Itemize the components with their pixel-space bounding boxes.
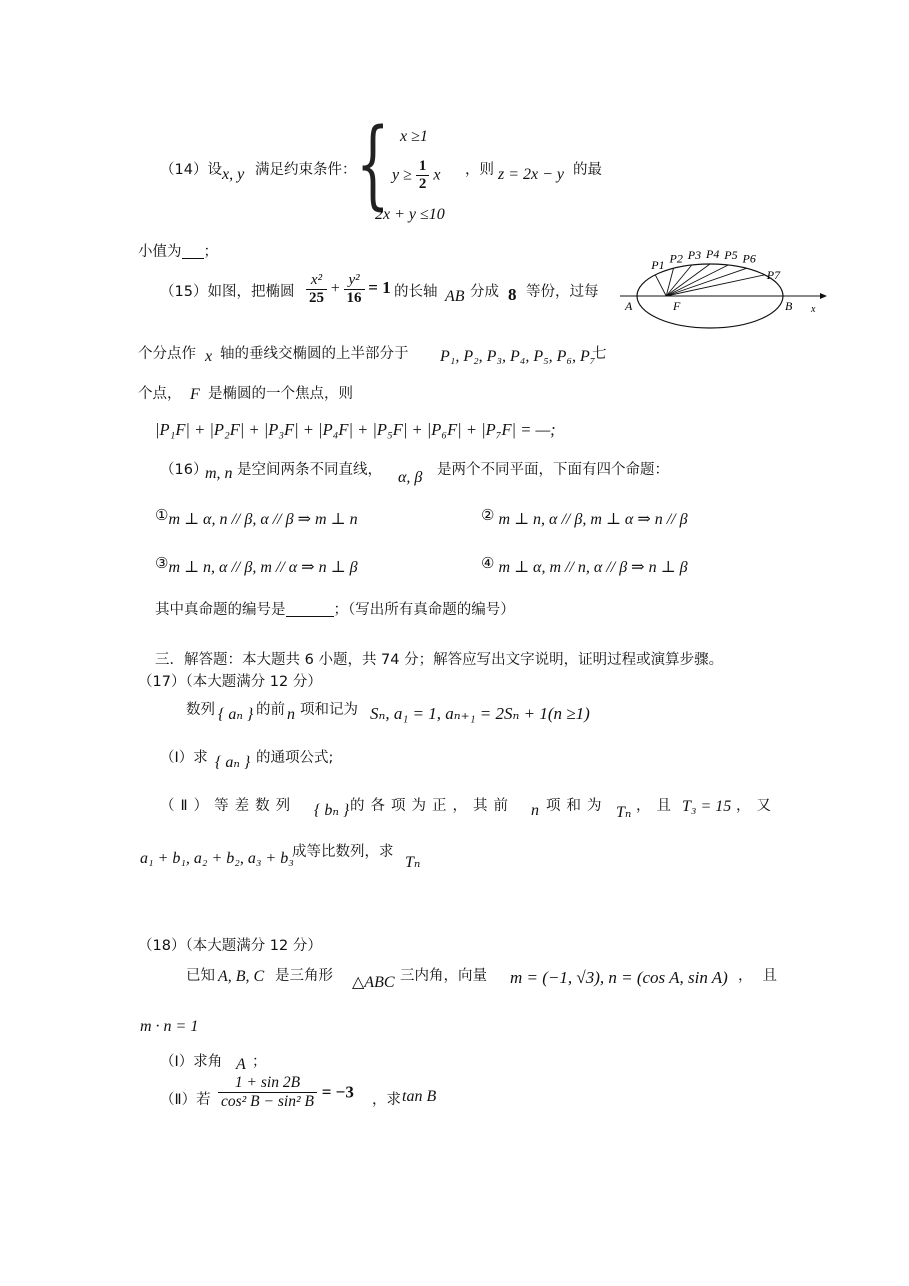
q18-vectors: m = (−1, √3), n = (cos A, sin A) [510, 968, 728, 987]
q17-part2-d: ，且 [636, 798, 677, 814]
q18-l1c: 三内角，向量 [400, 968, 487, 984]
q15-text-t1: 的长轴 [394, 284, 438, 300]
q14-text1: 满足约束条件： [255, 162, 357, 178]
q16-proposition-2: ② m ⊥ n, α // β, m ⊥ α ⇒ n // β [481, 506, 688, 528]
q16-question: 其中真命题的编号是 ；（写出所有真命题的编号） [155, 602, 515, 618]
q15-points: P₁, P₂, P₃, P₄, P₅, P₆, P₇ [440, 348, 596, 365]
q17-n: n [287, 706, 295, 723]
point-A-label: A [625, 299, 633, 313]
q16-mn: m, n [205, 465, 233, 482]
q14-text4: 小值为 ； [138, 244, 218, 260]
q14-answer-blank[interactable] [182, 244, 204, 259]
q17-part2-a: （Ⅱ）等差数列 [160, 798, 297, 814]
q18-l1d: ，且 [738, 968, 787, 984]
x-axis-label: x [811, 304, 816, 315]
q18-part2-b: ，求 [372, 1092, 401, 1108]
q17-part1-b: 的通项公式; [256, 750, 334, 766]
q15-text-t2: 分成 [470, 284, 499, 300]
point-B-label: B [785, 299, 793, 313]
q15-x: x [205, 348, 213, 365]
q17-part2-c: 项和为 [546, 798, 608, 814]
q18-fraction: $\frac{1 + \sin 2B}{\text{cos² B − sin² B}}$ = −3 [218, 1074, 354, 1111]
q18-ABC: A, B, C [218, 968, 265, 985]
q17-sequence: a₁ + b₁, a₂ + b₂, a₃ + b₃ [140, 850, 294, 867]
q15-line3a: 个点， [138, 386, 182, 402]
q17-label: （17）（本大题满分 12 分） [138, 674, 322, 690]
q14-constraint-3: 2x + y ≤10 [375, 206, 445, 223]
q17-part2-g: 成等比数列，求 [292, 844, 394, 860]
label-p3: P3 [687, 248, 702, 263]
q17-part2-b: 的各项为正，其前 [350, 798, 514, 814]
q14-objective: z = 2x − y [498, 166, 565, 183]
q17-an: { aₙ } [218, 706, 254, 723]
q17-part1-an: { aₙ } [215, 754, 251, 771]
q17-Tn-2: Tₙ [405, 854, 421, 871]
label-p6: P6 [742, 251, 756, 266]
q16-proposition-3: ③m ⊥ n, α // β, m // α ⇒ n ⊥ β [155, 554, 358, 576]
q14-text2: ，则 [465, 162, 494, 178]
q15-F: F [190, 386, 200, 403]
q17-Tn: Tₙ [616, 804, 632, 821]
point-F-label: F [673, 299, 681, 313]
q18-l1b: 是三角形 [275, 968, 333, 984]
q17-part2-e: ，又 [736, 798, 777, 814]
q17-l1c: 项和记为 [300, 702, 358, 718]
q15-eight: 8 [508, 285, 517, 304]
q14-text3: 的最 [573, 162, 602, 178]
label-p4: P4 [706, 247, 720, 261]
q18-tanB: tan B [402, 1088, 437, 1105]
focal-ray-6 [666, 268, 746, 296]
label-p1: P1 [651, 257, 665, 272]
q18-triangle: △ABC [352, 974, 395, 991]
q16-answer-blank[interactable] [286, 602, 334, 617]
q16-text1: 是空间两条不同直线， [237, 462, 382, 478]
q15-line2c: 七 [592, 346, 607, 362]
q14-label: （14）设 [160, 162, 222, 178]
q14-constraint-2: y ≥ $\frac{1}{2}$ x [392, 158, 441, 193]
q14-brace: { [356, 108, 390, 220]
q15-AB: AB [445, 288, 465, 305]
q17-l1b: 的前 [256, 702, 285, 718]
q15-line2b: 轴的垂线交椭圆的上半部分于 [220, 346, 409, 362]
q18-l1a: 已知 [186, 968, 215, 984]
q15-text-t3: 等份，过每 [526, 284, 599, 300]
q15-sum-expression: |P₁F| + |P₂F| + |P₃F| + |P₄F| + |P₅F| + |P₆F| + |P₇F| = —; [155, 420, 556, 439]
label-p5: P5 [724, 248, 738, 263]
q18-part1-b: ； [252, 1054, 267, 1070]
section-3-header: 三．解答题：本大题共 6 小题，共 74 分；解答应写出文字说明，证明过程或演算步骤。 [155, 652, 724, 668]
q18-A: A [236, 1056, 246, 1073]
q14-vars: x, y [222, 166, 245, 183]
q18-part1-a: （Ⅰ）求角 [160, 1054, 223, 1070]
q15-line2a: 个分点作 [138, 346, 196, 362]
label-p2: P2 [669, 251, 683, 266]
q16-proposition-4: ④ m ⊥ α, m // n, α // β ⇒ n ⊥ β [481, 554, 688, 576]
q16-label: （16） [160, 462, 208, 478]
q17-part1-a: （Ⅰ）求 [160, 750, 208, 766]
q14-constraint-1: x ≥1 [400, 128, 428, 145]
q16-text2: 是两个不同平面，下面有四个命题： [437, 462, 669, 478]
q15-ellipse-equation: $\frac{\text{x²}}{25}$ + $\frac{\text{y²}}{16}$ = 1 [306, 272, 391, 308]
ellipse-figure [615, 232, 830, 332]
q15-line3b: 是椭圆的一个焦点，则 [208, 386, 353, 402]
q17-n-2: n [531, 802, 539, 819]
focal-ray-5 [666, 265, 728, 296]
x-axis-arrow [820, 293, 827, 299]
label-p7: P7 [766, 267, 781, 282]
q17-l1a: 数列 [186, 702, 215, 718]
q16-proposition-1: ①m ⊥ α, n // β, α // β ⇒ m ⊥ n [155, 506, 358, 528]
focal-ray-1 [655, 275, 666, 296]
q17-bn: { bₙ } [314, 802, 350, 819]
q17-T3: T₃ = 15 [682, 798, 732, 815]
q18-part2-a: （Ⅱ）若 [160, 1092, 211, 1108]
q18-label: （18）（本大题满分 12 分） [138, 938, 322, 954]
q18-dot-product: m · n = 1 [140, 1018, 199, 1035]
q15-label: （15）如图，把椭圆 [160, 284, 295, 300]
q16-alpha-beta: α, β [398, 469, 423, 486]
q17-recurrence: Sₙ, a₁ = 1, aₙ₊₁ = 2Sₙ + 1(n ≥1) [370, 704, 590, 723]
